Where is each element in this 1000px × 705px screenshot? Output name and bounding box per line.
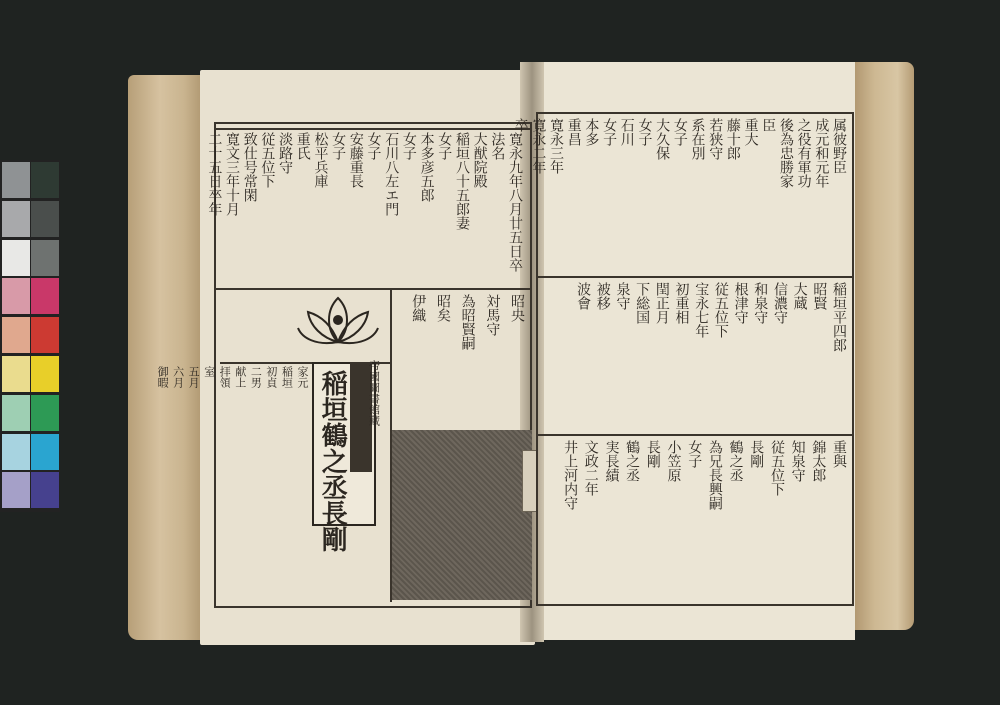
text-column: 卒 (512, 118, 529, 132)
text-column: 女子 (686, 440, 703, 468)
right-mid-text (542, 282, 846, 430)
right-top-rule (536, 276, 852, 278)
text-column: 寛文三年十月 (224, 132, 240, 216)
text-column: 大久保 (654, 118, 671, 160)
text-column: 稲垣八十五郎妻 (453, 132, 470, 230)
text-column: 重昌 (565, 118, 582, 146)
text-column: 女子 (330, 132, 347, 160)
right-mid-rule (536, 434, 852, 436)
text-column: 重與 (831, 440, 847, 468)
text-column: 鶴之丞 (727, 440, 744, 482)
text-column: 根津守 (732, 282, 749, 324)
color-swatch (2, 317, 30, 353)
text-column: 臣 (760, 118, 777, 132)
text-column: 文政二年 (582, 440, 599, 496)
color-swatch (31, 395, 59, 431)
color-swatch (2, 395, 30, 431)
text-column: 重氏 (294, 132, 311, 160)
text-column: 下総国 (634, 282, 651, 324)
text-column: 二十五日卒年 (206, 132, 223, 216)
text-column: 石川八左エ門 (383, 132, 400, 216)
text-column: 女子 (436, 132, 453, 160)
text-column: 昭矣 (434, 294, 451, 322)
color-swatch (2, 162, 30, 198)
text-column: 知泉守 (789, 440, 806, 482)
text-column: 淡路守 (277, 132, 294, 174)
text-column: 小笠原 (665, 440, 682, 482)
text-column: 女子 (400, 132, 417, 160)
text-column: 女子 (671, 118, 688, 146)
text-column: 大猷院殿 (471, 132, 488, 188)
text-column: 之役有軍功 (795, 118, 812, 188)
text-column: 室 (202, 366, 216, 377)
text-column: 和泉守 (752, 282, 769, 324)
text-column: 家元 (296, 366, 309, 388)
left-mid-text (400, 294, 524, 424)
library-stamp-label: 帝國圖書館藏 (367, 360, 381, 426)
text-column: 被移 (594, 282, 611, 310)
text-column: 属彼野臣 (831, 118, 847, 174)
color-swatch (31, 472, 59, 508)
text-column: 閏正月 (653, 282, 670, 324)
text-column: 二男 (249, 366, 263, 388)
text-column: 従五位下 (712, 282, 729, 338)
family-crest-icon (296, 290, 380, 350)
text-column: 本多彦五郎 (418, 132, 435, 202)
text-column: 致仕号常閑 (241, 132, 258, 202)
text-column: 為兄長興嗣 (706, 440, 723, 510)
text-column: 従五位下 (768, 440, 785, 496)
text-column: 女子 (601, 118, 618, 146)
text-column: 泉守 (614, 282, 631, 310)
text-column: 錦太郎 (810, 440, 827, 482)
text-column: 寛永九年八月廿五日卒 (507, 132, 523, 272)
color-swatch (31, 317, 59, 353)
text-column: 献上 (233, 366, 247, 388)
text-column: 昭央 (509, 294, 525, 322)
color-swatch (2, 472, 30, 508)
text-column: 御暇 (156, 366, 170, 388)
color-swatch (31, 162, 59, 198)
color-swatch (2, 278, 30, 314)
text-column: 実長績 (603, 440, 620, 482)
text-column: 成元和元年 (813, 118, 830, 188)
text-column: 長剛 (644, 440, 661, 468)
text-column: 初貞 (264, 366, 278, 388)
text-column: 女子 (365, 132, 382, 160)
text-column: 鶴之丞 (624, 440, 641, 482)
color-swatch (2, 434, 30, 470)
color-checker-strip (0, 160, 60, 512)
text-column: 昭賢 (811, 282, 828, 310)
text-column: 系在別 (689, 118, 706, 160)
text-column: 為昭賢嗣 (459, 294, 476, 350)
text-column: 本多 (583, 118, 600, 146)
color-swatch (2, 240, 30, 276)
text-column: 宝永七年 (693, 282, 710, 338)
text-column: 安藤重長 (347, 132, 364, 188)
color-swatch (31, 434, 59, 470)
color-swatch (2, 356, 30, 392)
text-column: 寛永二年 (530, 118, 547, 174)
shaded-seal-area (392, 430, 532, 600)
text-column: 藤十郎 (724, 118, 741, 160)
text-column: 対馬守 (484, 294, 501, 336)
text-column: 大蔵 (791, 282, 808, 310)
text-column: 稲垣平四郎 (831, 282, 847, 352)
text-column: 石川 (618, 118, 635, 146)
color-swatch (31, 278, 59, 314)
color-swatch (31, 356, 59, 392)
text-column: 稲垣 (280, 366, 294, 388)
text-column: 長剛 (748, 440, 765, 468)
color-swatch (2, 201, 30, 237)
color-swatch (31, 240, 59, 276)
left-top-text (206, 132, 523, 286)
text-column: 拝領 (218, 366, 232, 388)
text-column: 重大 (742, 118, 759, 146)
text-column: 五月 (187, 366, 201, 388)
text-column: 信濃守 (771, 282, 788, 324)
text-column: 井上河内守 (562, 440, 579, 510)
text-column: 女子 (636, 118, 653, 146)
text-column: 六月 (171, 366, 185, 388)
text-column: 波會 (575, 282, 592, 310)
color-swatch (31, 201, 59, 237)
book-right-edge (848, 62, 914, 630)
text-column: 従五位下 (259, 132, 276, 188)
text-column: 法名 (489, 132, 506, 160)
right-bottom-text (542, 440, 846, 598)
text-column: 松平兵庫 (312, 132, 329, 188)
text-column: 初重相 (673, 282, 690, 324)
page-title: 稲垣鶴之丞長剛 (317, 370, 348, 552)
text-column: 若狭守 (707, 118, 724, 160)
left-top-rule (214, 128, 530, 130)
text-column: 伊織 (410, 294, 427, 322)
text-column: 寛永三年 (548, 118, 564, 174)
text-column: 後為忠勝家 (777, 118, 794, 188)
left-bottom-text (156, 366, 309, 598)
